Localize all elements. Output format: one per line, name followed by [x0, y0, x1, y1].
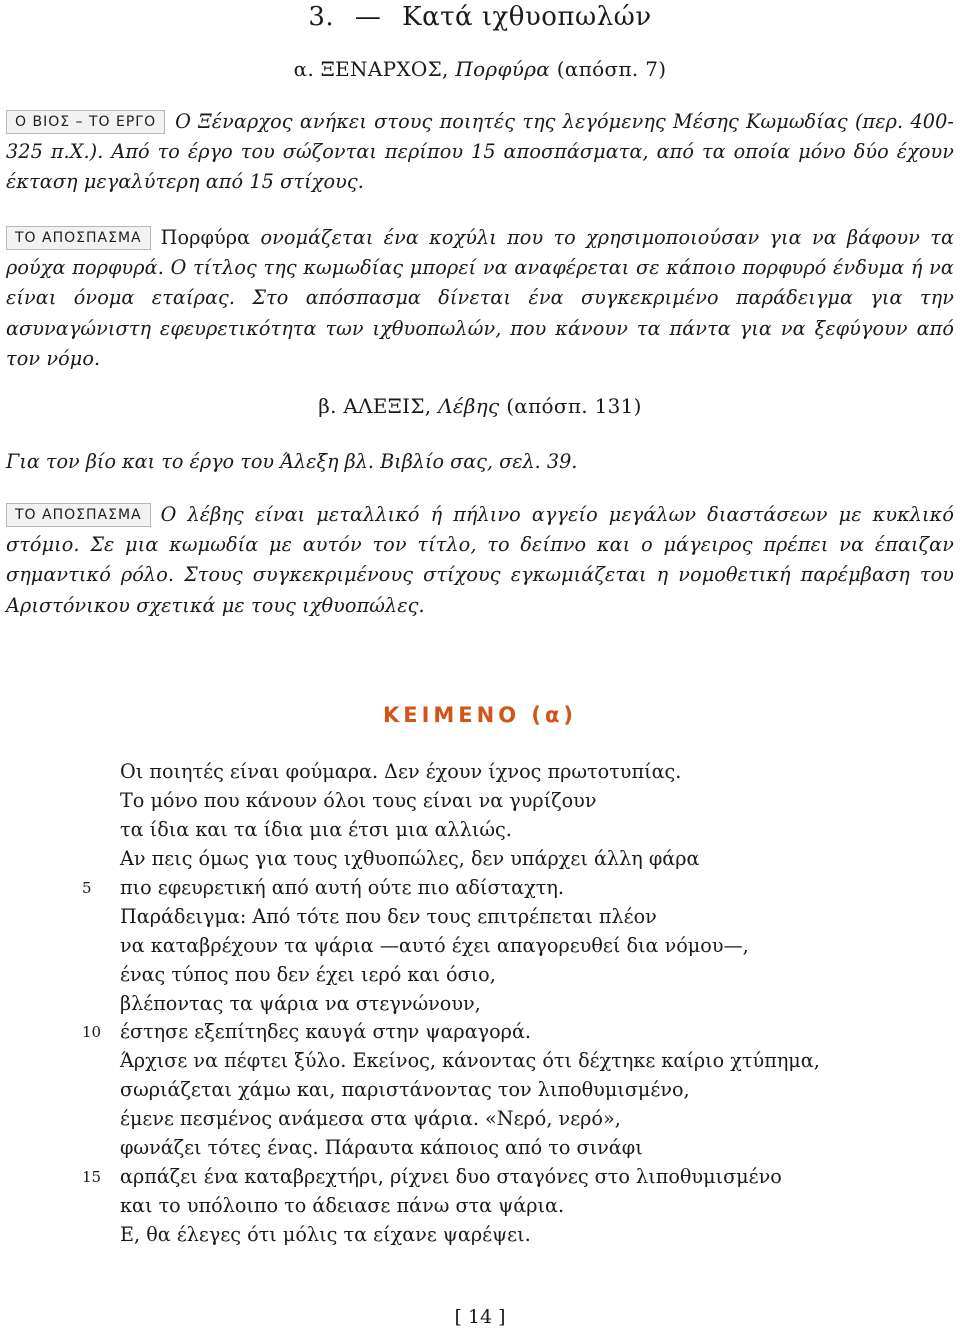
line-number: 5 [82, 878, 92, 897]
poem-line-text: τα ίδια και τα ίδια μια έτσι μια αλλιώς. [120, 817, 512, 841]
bio-reference: Για τον βίο και το έργο του Άλεξη βλ. Βιβλίο σας, σελ. 39. [6, 450, 578, 473]
poem-line-text: πιο εφευρετική από αυτή ούτε πιο αδίσταχτη. [120, 875, 564, 899]
bio-work-paragraph [6, 107, 954, 198]
poem-line-text: Ε, θα έλεγες ότι μόλις τα είχανε ψαρέψει. [120, 1223, 531, 1246]
poem-line-text: να καταβρέχουν τα ψάρια —αυτό έχει απαγορευθεί δια νόμου—, [120, 933, 749, 957]
part-b-work: Λέβης [438, 394, 500, 418]
poem-line-text: ένας τύπος που δεν έχει ιερό και όσιο, [120, 962, 496, 986]
section-title [0, 0, 960, 34]
fragment-text-a: ονομάζεται ένα κοχύλι που το χρησιμοποιούσαν για να βάφουν τα ρούχα πορφυρά. Ο τίτλος της κωμωδίας μπορεί να αναφέρεται σε κάποιο πορφυρό ένδυμα ή να είναι όνομα εταίρας. Στο απόσπασμα δίνεται ένα συγκεκριμένο παράδειγμα για την ασυναγώνιστη εφευρετικότητα των ιχθυοπωλών, που κάνουν τα πάντα για να ξεφύγουν από τον νόμο. [6, 226, 954, 370]
poem-line-text: Οι ποιητές είναι φούμαρα. Δεν έχουν ίχνος πρωτοτυπίας. [120, 760, 682, 783]
poem-line [0, 1018, 960, 1047]
poem-line-text: Παράδειγμα: Από τότε που δεν τους επιτρέπεται πλέον [120, 904, 657, 928]
page-number: [ 14 ] [454, 1306, 506, 1328]
part-a-work: Πορφύρα [455, 57, 551, 81]
poem-line-text: Το μόνο που κάνουν όλοι τους είναι να γυρίζουν [120, 788, 597, 812]
poem-line-text: φωνάζει τότες ένας. Πάραυτα κάποιος από το σινάφι [120, 1136, 643, 1160]
poem-line-text: βλέποντας τα ψάρια να στεγνώνουν, [120, 991, 481, 1015]
keimeno-heading: ΚΕΙΜΕΝΟ (α) [382, 703, 578, 727]
poem-line [0, 1163, 960, 1192]
poem-line [0, 758, 960, 787]
section-title-text: Κατά ιχθυοπωλών [402, 2, 652, 32]
poem-line-text: σωριάζεται χάμω και, παριστάνοντας τον λιποθυμισμένο, [120, 1078, 690, 1102]
bio-work-tag: Ο ΒΙΟΣ – ΤΟ ΕΡΓΟ [6, 110, 165, 134]
part-a-heading [0, 55, 960, 83]
poem-line [0, 1134, 960, 1163]
fragment-tag-a: ΤΟ ΑΠΟΣΠΑΣΜΑ [6, 226, 151, 250]
poem-line-text: Άρχισε να πέφτει ξύλο. Εκείνος, κάνοντας ότι δέχτηκε καίριο χτύπημα, [120, 1049, 820, 1073]
section-number: 3. [308, 2, 335, 32]
fragment-paragraph-a [6, 223, 954, 374]
poem-line-text: έστησε εξεπίτηδες καυγά στην ψαραγορά. [120, 1020, 532, 1044]
part-a-author: α. ΞΕΝΑΡΧΟΣ, [293, 57, 449, 81]
fragment-lead-word: Πορφύρα [160, 226, 251, 249]
poem-line [0, 845, 960, 874]
poem-line [0, 961, 960, 990]
section-dash: — [354, 2, 382, 32]
poem-line [0, 1047, 960, 1076]
fragment-tag-b: ΤΟ ΑΠΟΣΠΑΣΜΑ [6, 503, 151, 527]
poem-line [0, 1192, 960, 1221]
part-a-fragment: (απόσπ. 7) [556, 57, 667, 81]
poem-text [0, 758, 960, 1250]
part-b-heading [160, 392, 800, 420]
bio-work-text: Ο Ξέναρχος ανήκει στους ποιητές της λεγόμενης Μέσης Κωμωδίας (περ. 400-325 π.Χ.). Από το έργο του σώζονται περίπου 15 αποσπάσματα, από τα οποία μόνο δύο έχουν έκταση μεγαλύτερη από 15 στίχους. [6, 110, 954, 194]
part-b-fragment: (απόσπ. 131) [506, 394, 642, 418]
poem-line [0, 787, 960, 816]
poem-line [0, 816, 960, 845]
poem-line [0, 1221, 960, 1250]
fragment-text-b: Ο λέβης είναι μεταλλικό ή πήλινο αγγείο μεγάλων διαστάσεων με κυκλικό στόμιο. Σε μια κωμωδία με αυτόν τον τίτλο, το δείπνο και ο μάγειρος πρέπει να έπαιζαν σημαντικό ρόλο. Στους συγκεκριμένους στίχους εγκωμιάζεται η νομοθετική παρέμβαση του Αριστόνικου σχετικά με τους ιχθυοπώλες. [6, 503, 954, 617]
fragment-paragraph-b [6, 500, 954, 621]
poem-line [0, 1105, 960, 1134]
line-number: 15 [82, 1168, 102, 1187]
poem-line [0, 990, 960, 1019]
poem-line [0, 903, 960, 932]
poem-line [0, 932, 960, 961]
line-number: 10 [82, 1023, 102, 1042]
poem-line-text: και το υπόλοιπο το άδειασε πάνω στα ψάρια. [120, 1194, 565, 1218]
part-b-author: β. ΑΛΕΞΙΣ, [318, 394, 432, 418]
poem-line-text: έμενε πεσμένος ανάμεσα στα ψάρια. «Νερό, νερό», [120, 1107, 621, 1131]
poem-line-text: Αν πεις όμως για τους ιχθυοπώλες, δεν υπάρχει άλλη φάρα [120, 846, 700, 870]
poem-line-text: αρπάζει ένα καταβρεχτήρι, ρίχνει δυο σταγόνες στο λιποθυμισμένο [120, 1165, 782, 1189]
poem-line [0, 874, 960, 903]
poem-line [0, 1076, 960, 1105]
